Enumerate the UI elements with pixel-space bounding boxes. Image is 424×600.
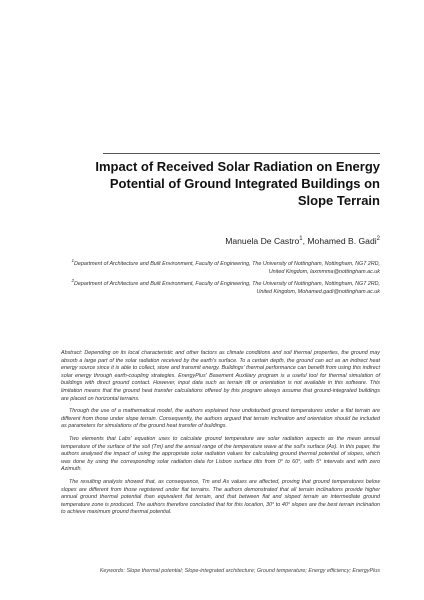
abstract-label: Abstract: <box>61 350 83 356</box>
affiliation-2 <box>60 277 380 297</box>
abstract-body <box>61 350 380 522</box>
abstract-paragraph-4: The resulting analysis showed that, as consequence, Tm and As values are affected, proving that ground temperatures below slopes are different from those registered under flat terrains. The authors demonstrated that all terrain inclinations provide higher annual ground thermal potential than equivalent flat terrain, and that between flat and sloped terrain an intermediate ground temperature zone is produced. The authors therefore concluded that for this location, 30° to 40° slopes are the best terrain inclination to achieve maximum ground thermal potential. <box>61 478 380 516</box>
author-1-name: Manuela De Castro <box>225 236 300 246</box>
affiliation-2-text: Department of Architecture and Built Environment, Faculty of Engineering, The University of Nottingham, Nottingham, NG7 2RD, United Kingdom, Mohamed.gadi@nottingham.ac.uk <box>73 280 380 295</box>
paper-title: Impact of Received Solar Radiation on Energy Potential of Ground Integrated Buildings on Slope Terrain <box>95 159 380 208</box>
affiliations <box>60 257 380 296</box>
author-separator: , <box>302 236 308 246</box>
abstract-paragraph-2: Through the use of a mathematical model, the authors explained how undisturbed ground temperatures under a flat terrain are different from those under slope terrain. Consequently, the authors argued that terrain inclination and orientation should be included as parameters for simulations of the ground heat transfer of buildings. <box>61 408 380 430</box>
abstract-paragraph-1 <box>61 350 380 403</box>
abstract-paragraph-3: Two elements that Labs' equation uses to calculate ground temperature are solar radiation aspects as the mean annual temperature of the surface of the soil (Tm) and the annual range of the temperature wave at the soil's surface (As). In this paper, the authors analysed the impact of using the appropriate solar radiation values for calculating ground thermal potential of slopes, which was done by using the corresponding solar radiation data for Lisbon surface tilts from 0° to 60°, with 5° intervals and with zero Azimuth. <box>61 435 380 473</box>
affiliation-2-sup: 2 <box>71 277 74 283</box>
affiliation-1-sup: 1 <box>71 258 74 263</box>
title-rule <box>103 153 380 154</box>
author-2-name: Mohamed B. Gadi <box>307 236 377 246</box>
affiliation-1 <box>60 257 380 277</box>
author-line <box>80 236 380 246</box>
affiliation-1-text: Department of Architecture and Built Environment, Faculty of Engineering, The University of Nottingham, Nottingham, NG7 2RD, United Kingdom, laxmmma@nottingham.ac.uk <box>73 260 380 276</box>
abstract-paragraph-1-text: Depending on its local characteristic and other factors as climate conditions and soil thermal properties, the ground may absorb a large part of the solar radiation received by the earth's surface. To a certain depth, the ground can act as an indirect heat energy source since it is able to collect, store and transmit energy. Buildings' thermal performance can benefit from using this indirect solar energy through earth-coupling strategies. EnergyPlus' Basement Auxiliary program is a useful tool for thermal simulation of buildings with direct ground contact. However, input data such as terrain tilt or orientation is not available in this software. This limitation means that the ground heat transfer calculations offered by this program always assume that ground-integrated buildings are placed on horizontal terrains. <box>61 350 380 402</box>
keywords: Keywords: Slope thermal potential; Slope-integrated architecture; Ground temperature; Energy efficiency; EnergyPlus <box>99 568 380 574</box>
author-2-sup: 2 <box>376 236 380 243</box>
author-1-sup: 1 <box>299 236 303 243</box>
